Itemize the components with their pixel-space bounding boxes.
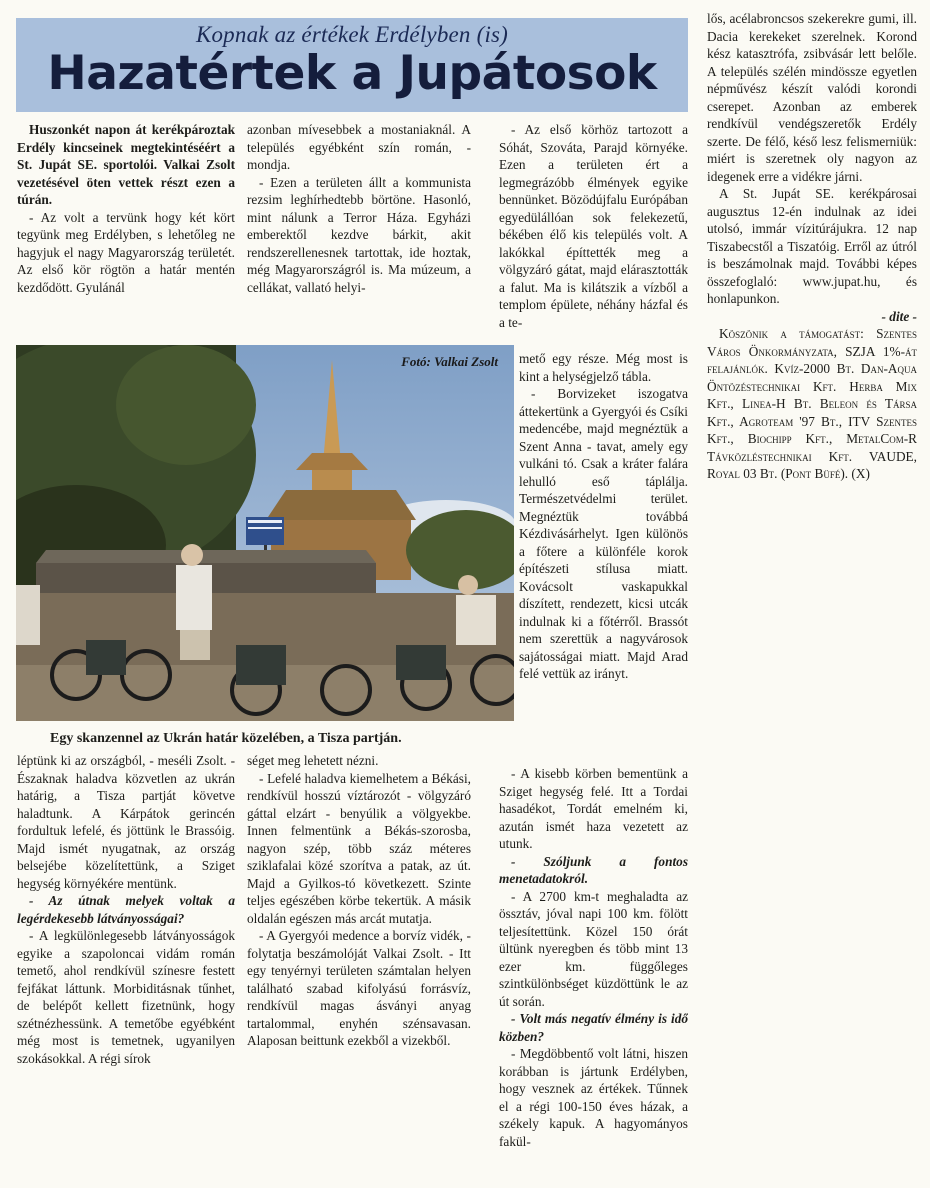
paragraph: - A legkülönlegesebb látványosságok egyike a szapoloncai vidám román temető, ahol rendkívül színesre festett fejfákat láttunk. Morbiditásnak tűnhet, de belépőt kellett fizetnünk, hogy szétnézhessünk. A temetőbe egyébként még most is temetnek, ugyanilyen szokásokkal. A régi sírok	[17, 928, 235, 1066]
column-3-middle	[519, 350, 688, 683]
paragraph: - A Gyergyói medence a borvíz vidék, - folytatja beszámolóját Valkai Zsolt. - Itt egy tenyérnyi területen számtalan helyen található szabad kifolyású forrásvíz, rendkívül magas ásványi anyag tartalommal, enyhén szénsavasan. Alaposan beittunk ezekből a vizekből.	[247, 928, 471, 1048]
column-2-top	[247, 121, 471, 296]
column-4	[707, 10, 917, 483]
paragraph: mető egy része. Még most is kint a helységjelző tábla.	[519, 351, 688, 384]
column-1-bottom	[17, 752, 235, 1067]
interview-question: - Az útnak melyek voltak a legérdekesebb látványosságai?	[17, 893, 235, 926]
paragraph: - Megdöbbentő volt látni, hiszen korábban is jártunk Erdélyben, hogy vesznek az értékek. Tűnnek el a régi 100-150 éves házak, a székely kapuk. A hagyományos fakül-	[499, 1046, 688, 1149]
column-2-bottom	[247, 752, 471, 1050]
column-1-top	[17, 121, 235, 296]
article-photo	[16, 345, 514, 721]
article-header	[16, 18, 688, 112]
photo-illustration	[16, 345, 514, 721]
paragraph: azonban mívesebbek a mostaniaknál. A település egyébként szín román, - mondja.	[247, 122, 471, 172]
photo-credit: Fotó: Valkai Zsolt	[401, 354, 498, 369]
column-3-top	[499, 121, 688, 349]
paragraph: - Borvizeket iszogatva áttekertünk a Gyergyói és Csíki medencébe, majd megnéztük a Szent Anna - tavat, amely egy vulkáni tó. Csak a kráter falára lehulló eső táplálja. Természetvédelmi terület. Megnéztük továbbá Kézdivásárhelyt. Igen különös a főtere a különféle korok építészeti stílusa miatt. Kovácsolt vaskapukkal díszített, rendezett, kicsi utcák indulnak ki a főtérről. Brassót nem szerettük a nagyvárosok sajátosságai miatt. Majd Arad felé vettük az irányt.	[519, 386, 688, 681]
sponsor-list: Köszönik a támogatást: Szentes Város Önkormányzata, SZJA 1%-át felajánlók. Kvíz-2000 Bt. Dan-Aqua Öntözéstechnikai Kft. Herba Mix Kft., Linea-H Bt. Beleon és Társa Kft., Agroteam '97 Bt., ITV Szentes Kft., Biochipp Kft., MetalCom-R Távközléstechnikai Kft. VAUDE, Royal 03 Bt. (Pont Büfé). (X)	[707, 326, 917, 481]
paragraph: - Az volt a tervünk hogy két kört tegyünk meg Erdélyben, s lehetőleg ne hagyjuk el nagy Magyarország területét. Az első kör rögtön a határ mentén kezdődött. Gyulánál	[17, 209, 235, 295]
photo-caption: Egy skanzennel az Ukrán határ közelében, a Tisza partján.	[50, 731, 402, 746]
paragraph: - Az első körhöz tartozott a Sóhát, Szováta, Parajd környéke. Ezen a területen ért a legmegrázóbb élmények egyike bennünket. Bözödújfalu Európában egyedülállóan sok felekezetű, békében élő kis település volt. A lakókkal építtették meg a völgyzáró gátat, majd elárasztották a falut. Ma is kilátszik a vízből a templom épülete, néhány házfal és a te-	[499, 122, 688, 330]
paragraph: léptünk ki az országból, - meséli Zsolt. - Északnak haladva közvetlen az ukrán határig, a Tisza partját követve haladtunk. A Kárpátok gerincén fordultuk lefelé, és jöttünk le Brassóig. Majd ismét nyugatnak, az ország belsejébe közelítettünk, a Sziget hegység környékére mentünk.	[17, 753, 235, 891]
paragraph: - A 2700 km-t meghaladta az össztáv, jóval napi 100 km. fölött teljesítettünk. Közel 150 órát ültünk nyeregben és több mint 13 ezer km. függőleges szintkülönbséget küzdöttünk le az út során.	[499, 888, 688, 1009]
article-lead: Huszonkét napon át kerékpároztak Erdély kincseinek megtekintéséért a St. Jupát SE. sportolói. Valkai Zsolt vezetésével öten vettek részt ezen a túrán.	[17, 122, 235, 207]
author-signature: - dite -	[881, 308, 917, 324]
paragraph: A St. Jupát SE. kerékpárosai augusztus 12-én indulnak az idei utolsó, immár vízitúrájukra. 12 nap Tiszabecstől a Tiszatóig. Erről az útról is beszámolnak majd. További képes összefoglaló: www.jupat.hu, és honlapunkon.	[707, 186, 917, 306]
interview-question: - Volt más negatív élmény is idő közben?	[499, 1011, 688, 1044]
column-3-bottom	[499, 765, 688, 1150]
paragraph: lős, acélabroncsos szekerekre gumi, ill. Dacia kerekeket szerelnek. Korond kész katasztrófa, zsibvásár lett belőle. A település szélén mindössze egyetlen népművész készít valódi korondi cserepet. Azonban az emberek rendkívül vendégszeretők Erdély szerte. De félő, késő lesz felismerniük: miért is szeretnek oly nagyon az idegenek erre a vidékre járni.	[707, 11, 917, 184]
article-kicker: Kopnak az értékek Erdélyben (is)	[195, 22, 509, 47]
paragraph: - Ezen a területen állt a kommunista rezsim leghírhedtebb börtöne. Hasonló, mint nálunk a Terror Háza. Egyházi emberektől kezdve bárkit, akit rendszerellenesnek tartottak, ide hoztak, még Magyarországról is. Ma múzeum, a cellákat, vallató helyi-	[247, 174, 471, 295]
article-headline: Hazatértek a Jupátosok	[47, 46, 657, 101]
paragraph: - A kisebb körben bementünk a Sziget hegység felé. Itt a Tordai hasadékot, Tordát emelném ki, azután ismét haza vezetett az utunk.	[499, 766, 688, 851]
interview-question: - Szóljunk a fontos menetadatokról.	[499, 853, 688, 886]
paragraph: séget meg lehetett nézni.	[247, 753, 379, 768]
paragraph: - Lefelé haladva kiemelhetem a Békási, rendkívül hosszú víztározót - völgyzáró gáttal elzárt - benyúlik a völgyekbe. Innen felmentünk a Békás-szorosba, nagyon szép, több száz méteres sziklafalai közé szorítva a patak, az út. Majd a Gyilkos-tó következett. Szinte teljes egészében körbe tekertük. A másik oldalán egészen más arcát mutatja.	[247, 770, 471, 926]
